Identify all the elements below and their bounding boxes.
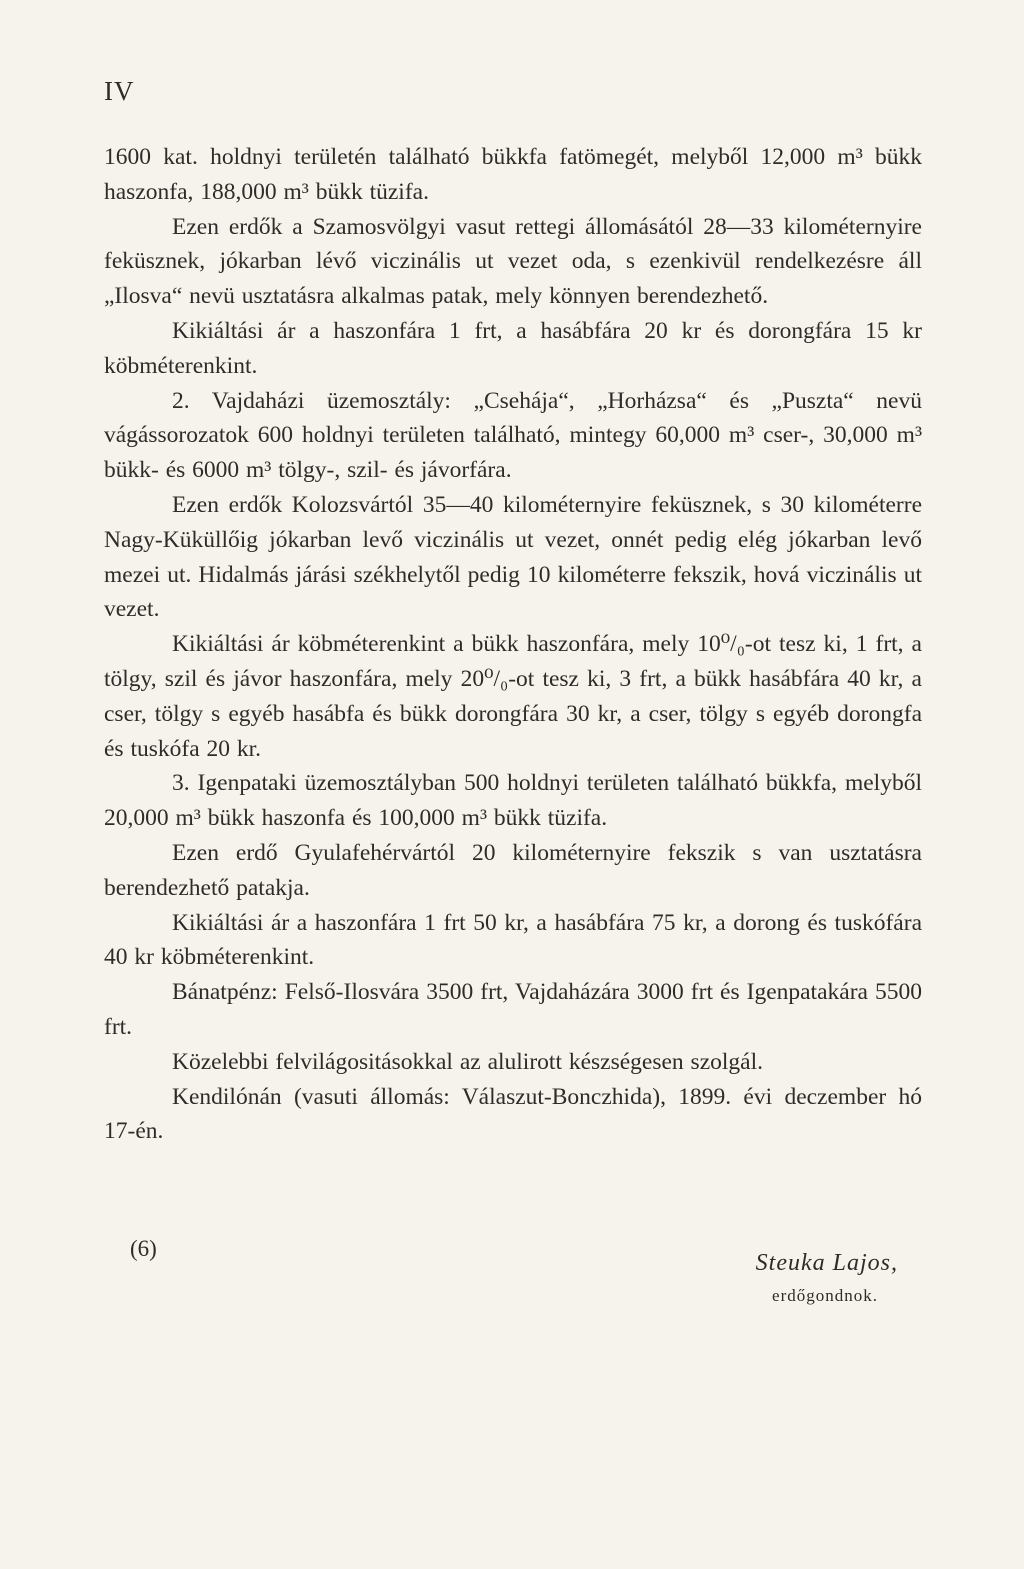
paragraph-6: Kikiáltási ár köbméterenkint a bükk haszonfára, mely 10⁰/₀-ot tesz ki, 1 frt, a tölgy, szil és jávor haszonfára, mely 20⁰/₀-ot tesz ki, 3 frt, a bükk hasábfára 40 kr, a cser, tölgy s egyéb hasábfa és bükk dorongfára 30 kr, a cser, tölgy s egyéb dorongfa és tuskófa 20 kr. — [104, 631, 922, 762]
paragraph-7: 3. Igenpataki üzemosztályban 500 holdnyi területen található bükkfa, melyből 20,000 m³ bükk haszonfa és 100,000 m³ bükk tüzifa. — [104, 770, 922, 832]
paragraph-5: Ezen erdők Kolozsvártól 35—40 kilométernyire feküsznek, s 30 kilométerre Nagy-Küküllőig jókarban levő viczinális ut vezet, onnét pedig elég jókarban levő mezei ut. Hidalmás járási székhelytől pedig 10 kilométerre fekszik, hová viczinális ut vezet. — [104, 491, 922, 623]
signature-block — [104, 1236, 922, 1316]
paragraph-11: Közelebbi felvilágositásokkal az alulirott készségesen szolgál. — [172, 1048, 763, 1075]
signatory-name: Steuka Lajos, — [755, 1250, 898, 1276]
paragraph-9: Kikiáltási ár a haszonfára 1 frt 50 kr, a hasábfára 75 kr, a dorong és tuskófára 40 kr köbméterenkint. — [104, 909, 922, 971]
paragraph-4: 2. Vajdaházi üzemosztály: „Csehája“, „Horházsa“ és „Puszta“ nevü vágássorozatok 600 holdnyi területen található, mintegy 60,000 m³ cser-, 30,000 m³ bükk- és 6000 m³ tölgy-, szil- és jávorfára. — [104, 387, 922, 484]
paragraph-8: Ezen erdő Gyulafehérvártól 20 kilométernyire fekszik s van usztatásra berendezhető patakja. — [104, 839, 922, 901]
paragraph-3: Kikiáltási ár a haszonfára 1 frt, a hasábfára 20 kr és dorongfára 15 kr köbméterenkint. — [104, 317, 922, 379]
paragraph-2: Ezen erdők a Szamosvölgyi vasut rettegi állomásától 28—33 kilométernyire feküsznek, jókarban lévő viczinális ut vezet oda, s ezenkivül rendelkezésre áll „Ilosva“ nevü usztatásra alkalmas patak, mely könnyen berendezhető. — [104, 213, 922, 310]
paragraph-12: Kendilónán (vasuti állomás: Válaszut-Bonczhida), 1899. évi deczember hó 17-én. — [104, 1083, 922, 1145]
body-text — [104, 140, 922, 1149]
page-number: IV — [104, 76, 135, 106]
signatory-title: erdőgondnok. — [772, 1286, 878, 1305]
notice-number: (6) — [130, 1236, 157, 1261]
paragraph-1: 1600 kat. holdnyi területén található bükkfa fatömegét, melyből 12,000 m³ bükk haszonfa, 188,000 m³ bükk tüzifa. — [104, 144, 922, 205]
paragraph-10: Bánatpénz: Felső-Ilosvára 3500 frt, Vajdaházára 3000 frt és Igenpatakára 5500 frt. — [104, 979, 922, 1040]
